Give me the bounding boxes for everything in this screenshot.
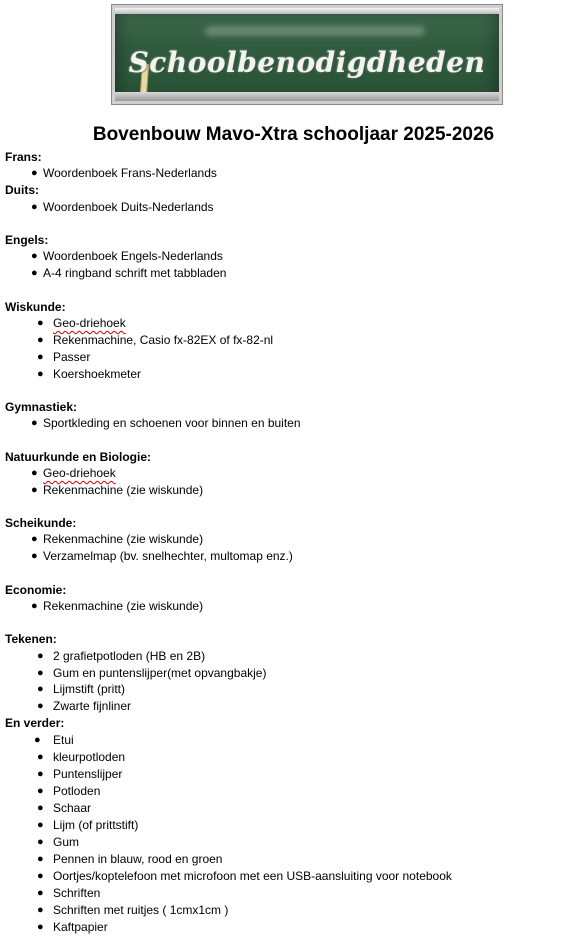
bullet-icon: ● xyxy=(31,417,38,429)
bullet-icon: ● xyxy=(37,368,44,380)
list-item: 2 grafietpotloden (HB en 2B) xyxy=(53,649,206,663)
section-heading-engels: Engels: xyxy=(5,233,49,247)
bullet-icon: ● xyxy=(31,201,38,213)
list-item: Potloden xyxy=(53,784,101,798)
bullet-icon: ● xyxy=(37,802,44,814)
bullet-icon: ● xyxy=(31,167,38,179)
list-item: Woordenboek Engels-Nederlands xyxy=(43,249,223,263)
bullet-icon: ● xyxy=(37,751,44,763)
section-heading-economie: Economie: xyxy=(5,583,67,597)
bullet-icon: ● xyxy=(37,683,44,695)
list-item: Schaar xyxy=(53,801,92,815)
bullet-icon: ● xyxy=(37,334,44,346)
bullet-icon: ● xyxy=(37,870,44,882)
bullet-icon: ● xyxy=(31,250,38,262)
section-heading-duits: Duits: xyxy=(5,183,39,197)
bullet-icon: ● xyxy=(37,887,44,899)
section-heading-gymnastiek: Gymnastiek: xyxy=(5,400,78,414)
bullet-icon: ● xyxy=(34,734,41,746)
bullet-icon: ● xyxy=(37,768,44,780)
section-heading-natuurkunde-biologie: Natuurkunde en Biologie: xyxy=(5,450,152,464)
banner-title: Schoolbenodigdheden xyxy=(128,46,486,79)
list-item: Gum xyxy=(53,835,80,849)
bullet-icon: ● xyxy=(37,667,44,679)
list-item: Geo-driehoek xyxy=(53,316,126,330)
list-item: Rekenmachine (zie wiskunde) xyxy=(43,532,204,546)
bullet-icon: ● xyxy=(37,819,44,831)
list-item: Sportkleding en schoenen voor binnen en buiten xyxy=(43,416,301,430)
section-heading-en-verder: En verder: xyxy=(5,716,65,730)
section-heading-tekenen: Tekenen: xyxy=(5,632,57,646)
section-heading-frans: Frans: xyxy=(5,150,42,164)
list-item: Passer xyxy=(53,350,91,364)
bullet-icon: ● xyxy=(37,921,44,933)
page-title xyxy=(0,122,587,148)
bullet-icon: ● xyxy=(37,317,44,329)
bullet-icon: ● xyxy=(31,267,38,279)
list-item: Kaftpapier xyxy=(53,920,108,934)
list-item: Woordenboek Frans-Nederlands xyxy=(43,166,217,180)
list-item: Gum en puntenslijper(met opvangbakje) xyxy=(53,666,267,680)
bullet-icon: ● xyxy=(37,650,44,662)
list-item: Oortjes/koptelefoon met microfoon met een USB-aansluiting voor notebook xyxy=(53,869,452,883)
list-item: Woordenboek Duits-Nederlands xyxy=(43,200,214,214)
list-item: Schriften xyxy=(53,886,101,900)
list-item: Zwarte fijnliner xyxy=(53,699,132,713)
bullet-icon: ● xyxy=(37,785,44,797)
bullet-icon: ● xyxy=(31,550,38,562)
bullet-icon: ● xyxy=(37,904,44,916)
list-item: Koershoekmeter xyxy=(53,367,142,381)
chalkboard-tray xyxy=(115,92,499,101)
list-item: A-4 ringband schrift met tabbladen xyxy=(43,266,227,280)
list-item: Lijmstift (pritt) xyxy=(53,682,125,696)
bullet-icon: ● xyxy=(37,853,44,865)
bullet-icon: ● xyxy=(37,351,44,363)
list-item: Rekenmachine (zie wiskunde) xyxy=(43,483,204,497)
bullet-icon: ● xyxy=(31,533,38,545)
chalkboard-frame-top xyxy=(115,8,499,14)
bullet-icon: ● xyxy=(31,600,38,612)
list-item: Rekenmachine (zie wiskunde) xyxy=(43,599,204,613)
list-item: Pennen in blauw, rood en groen xyxy=(53,852,223,866)
bullet-icon: ● xyxy=(37,700,44,712)
section-heading-wiskunde: Wiskunde: xyxy=(5,300,66,314)
list-item: Lijm (of prittstift) xyxy=(53,818,139,832)
list-item: Etui xyxy=(53,733,74,747)
page-title-text: Bovenbouw Mavo-Xtra schooljaar 2025-2026 xyxy=(92,124,495,145)
list-item: Verzamelmap (bv. snelhechter, multomap enz.) xyxy=(43,549,293,563)
bullet-icon: ● xyxy=(31,484,38,496)
bullet-icon: ● xyxy=(37,836,44,848)
header-banner xyxy=(112,5,502,104)
list-item: Rekenmachine, Casio fx-82EX of fx-82-nl xyxy=(53,333,274,347)
list-item: kleurpotloden xyxy=(53,750,126,764)
bullet-icon: ● xyxy=(31,467,38,479)
chalk-smudge xyxy=(205,26,425,36)
list-item: Schriften met ruitjes ( 1cmx1cm ) xyxy=(53,903,229,917)
list-item: Puntenslijper xyxy=(53,767,123,781)
list-item: Geo-driehoek xyxy=(43,466,116,480)
section-heading-scheikunde: Scheikunde: xyxy=(5,516,77,530)
